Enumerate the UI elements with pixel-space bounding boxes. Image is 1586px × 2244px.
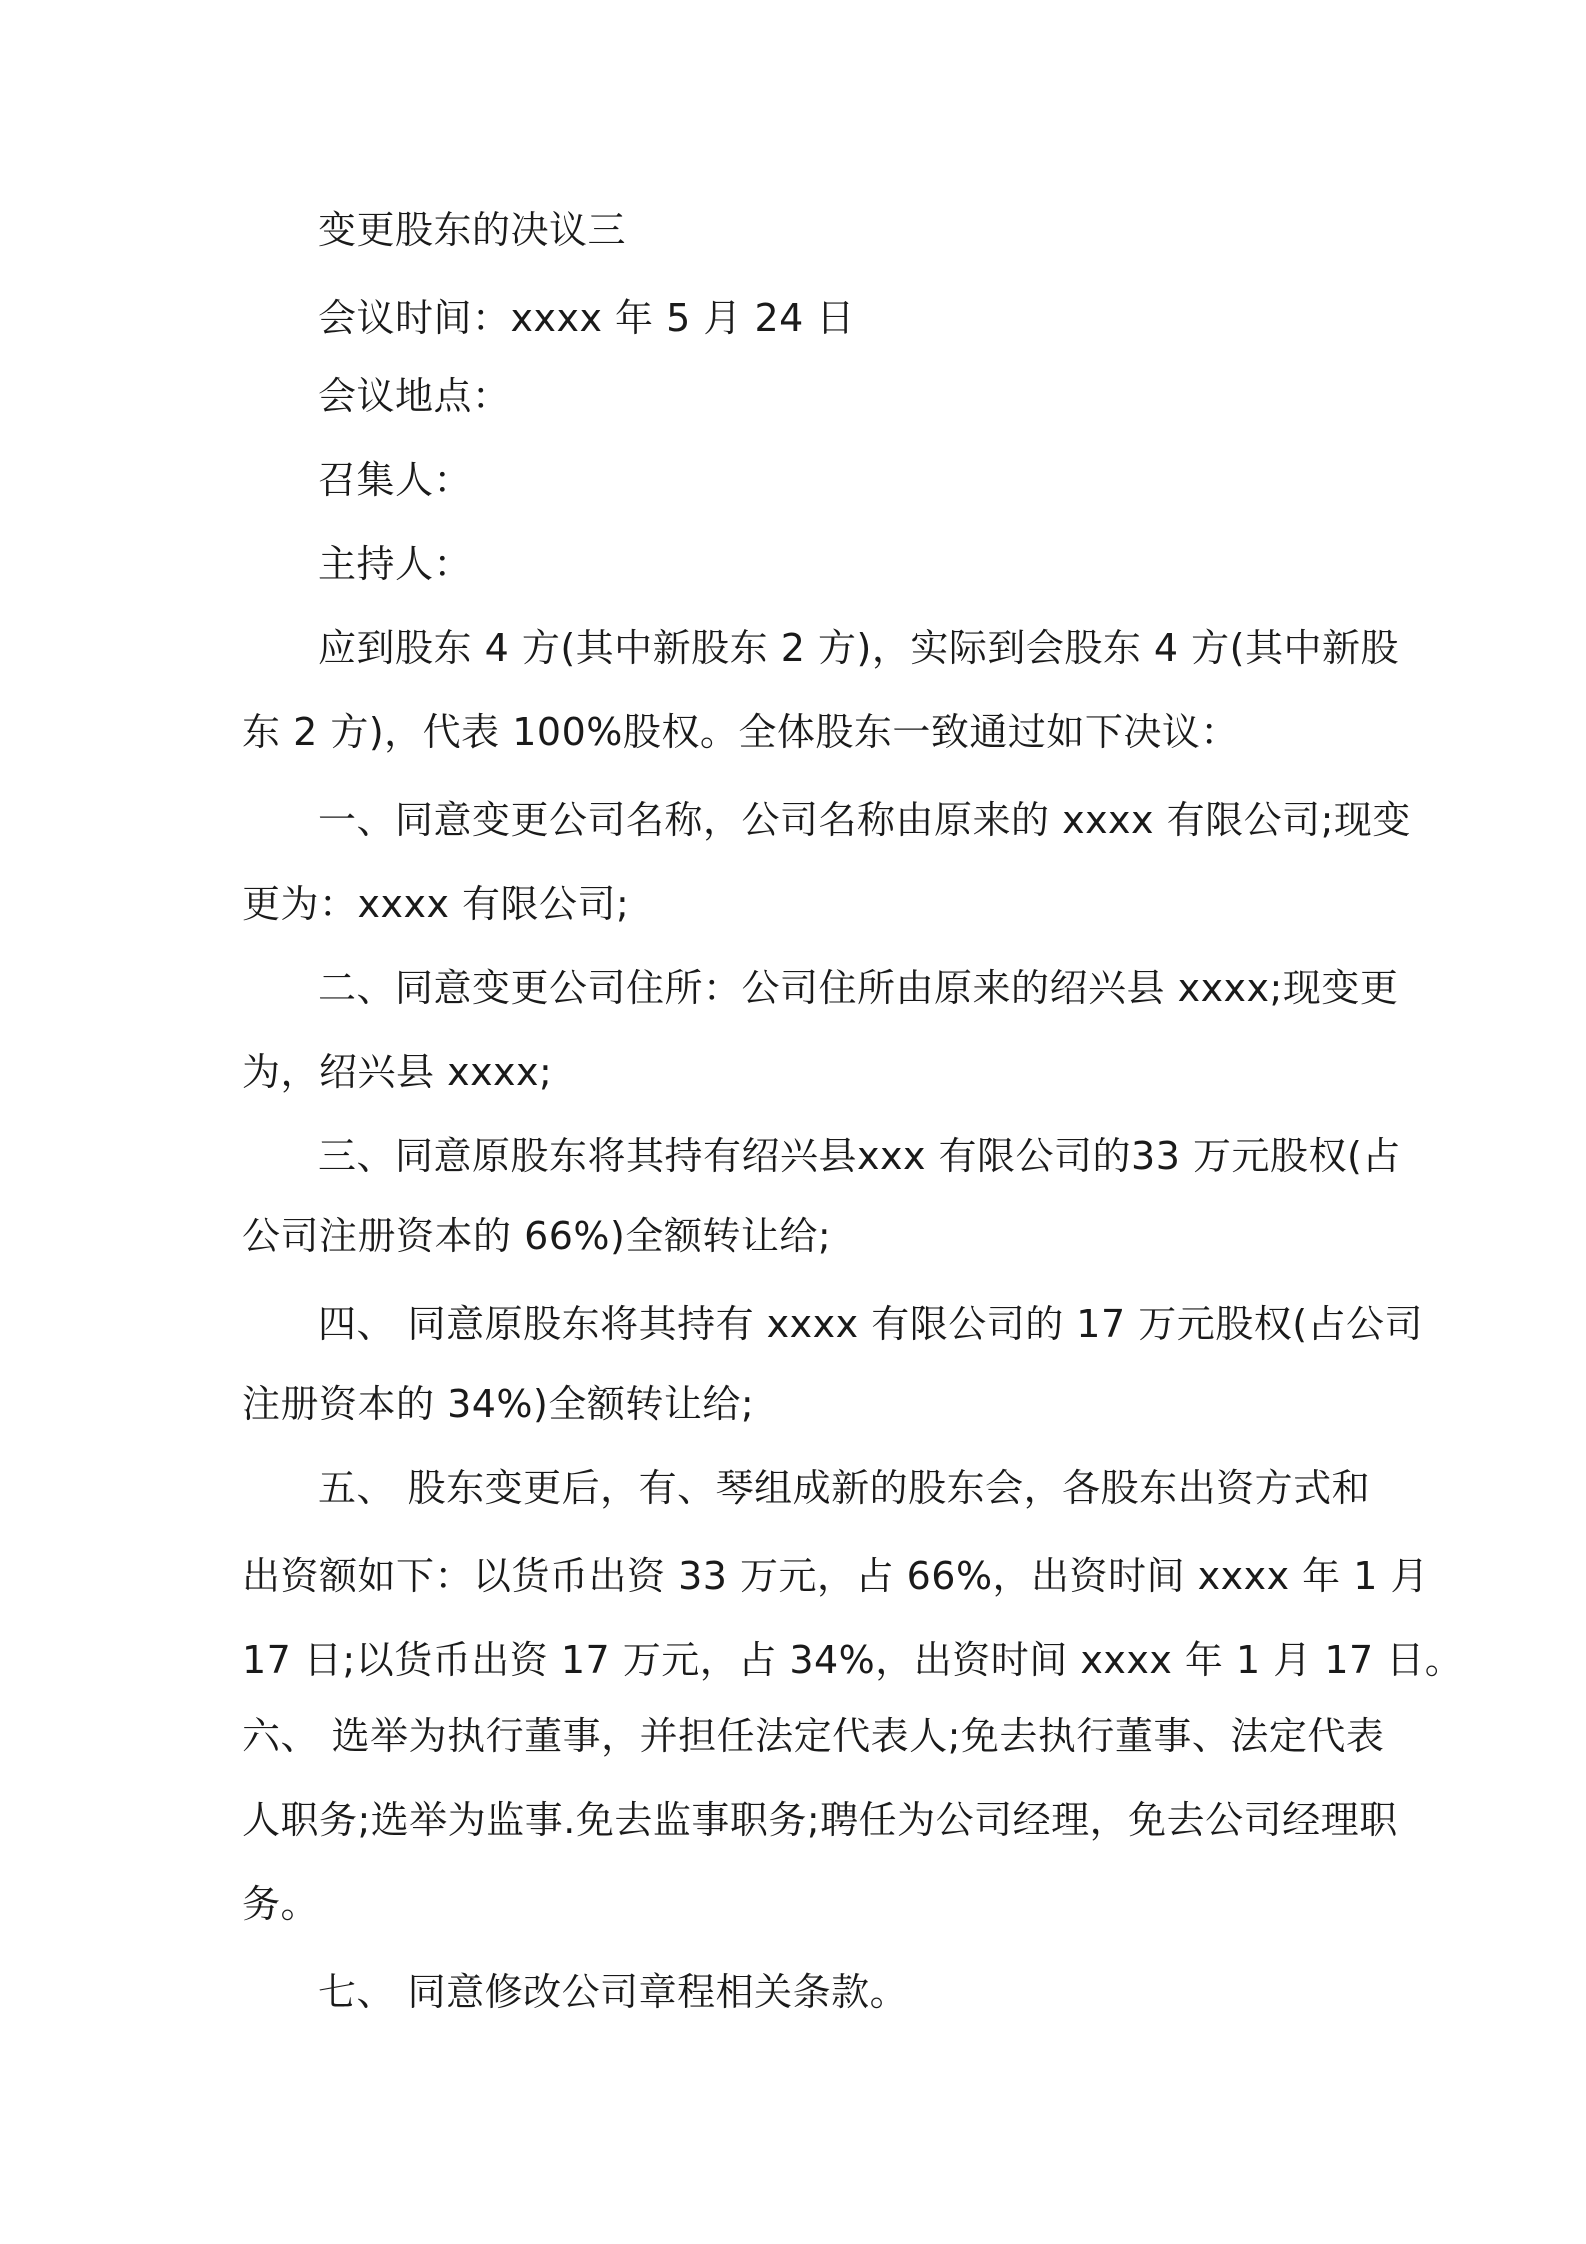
resolution-item-5: 出资额如下：以货币出资 33 万元，占 66%，出资时间 xxxx 年 1 月 [242,1554,1430,1598]
resolution-item-6: 务。 [242,1882,320,1926]
resolution-item-1: 一、同意变更公司名称，公司名称由原来的 xxxx 有限公司;现变 [318,798,1411,842]
host: 主持人： [318,542,473,586]
meeting-place: 会议地点： [318,374,511,418]
resolution-item-4: 注册资本的 34%)全额转让给; [242,1382,755,1426]
resolution-item-1: 更为：xxxx 有限公司; [242,882,630,926]
resolution-item-3: 公司注册资本的 66%)全额转让给; [242,1214,832,1258]
resolution-item-5: 17 日;以货币出资 17 万元，占 34%，出资时间 xxxx 年 1 月 17 日。 [242,1638,1464,1682]
resolution-item-7: 七、 同意修改公司章程相关条款。 [318,1970,909,2014]
attendance-line: 东 2 方)，代表 100%股权。全体股东一致通过如下决议： [242,710,1239,754]
resolution-item-5: 五、 股东变更后，有、琴组成新的股东会，各股东出资方式和 [318,1466,1371,1510]
meeting-time: 会议时间：xxxx 年 5 月 24 日 [318,296,855,340]
resolution-item-6: 六、 选举为执行董事，并担任法定代表人;免去执行董事、法定代表 [242,1714,1385,1758]
convener: 召集人： [318,458,473,502]
attendance-line: 应到股东 4 方(其中新股东 2 方)，实际到会股东 4 方(其中新股 [318,626,1399,670]
resolution-item-6: 人职务;选举为监事.免去监事职务;聘任为公司经理，免去公司经理职 [242,1798,1398,1842]
resolution-item-3: 三、同意原股东将其持有绍兴县xxx 有限公司的33 万元股权(占 [318,1134,1401,1178]
document-title: 变更股东的决议三 [318,208,627,252]
resolution-item-4: 四、 同意原股东将其持有 xxxx 有限公司的 17 万元股权(占公司 [318,1302,1424,1346]
resolution-item-2: 二、同意变更公司住所：公司住所由原来的绍兴县 xxxx;现变更 [318,966,1399,1010]
resolution-item-2: 为，绍兴县 xxxx; [242,1050,553,1094]
